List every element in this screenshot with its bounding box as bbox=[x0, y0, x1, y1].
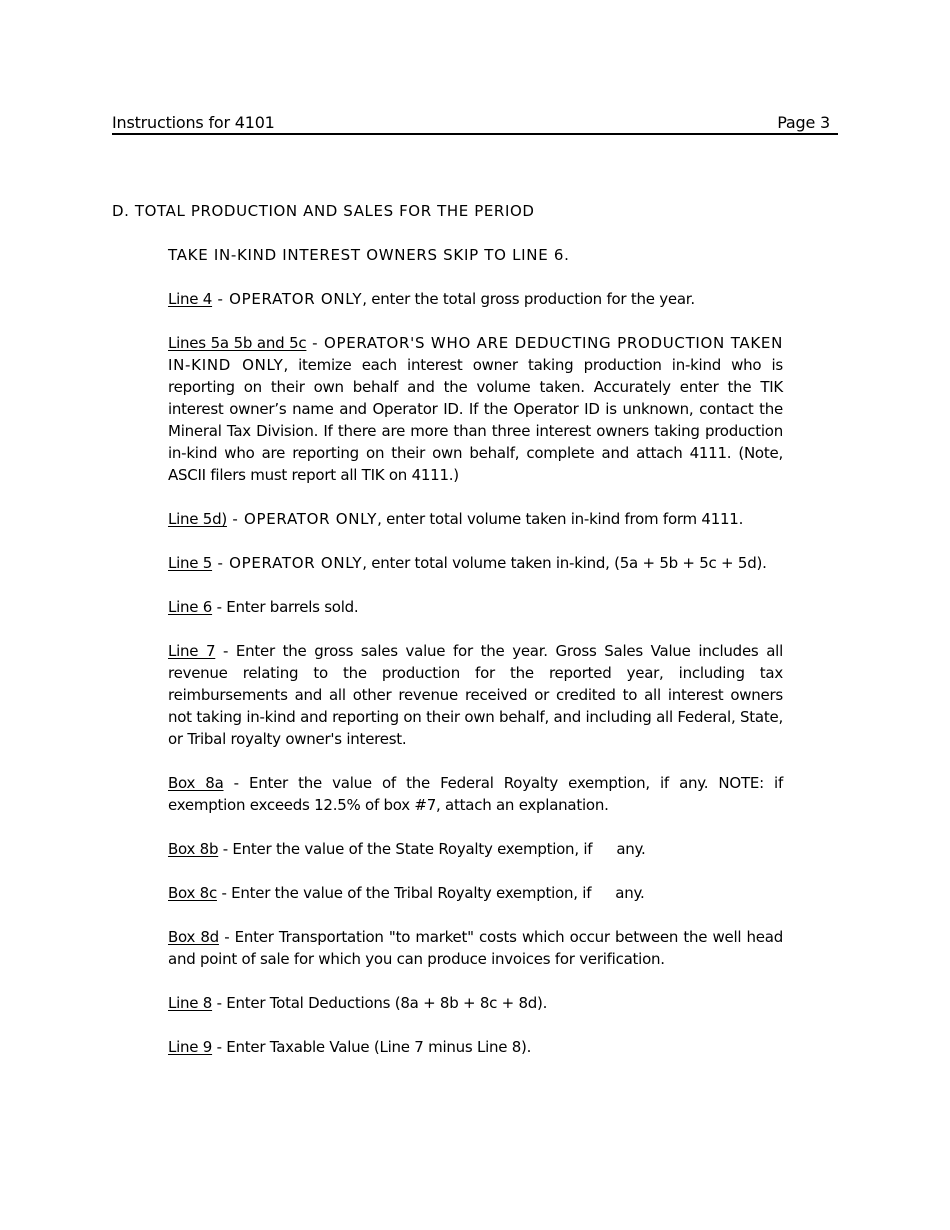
box-8d-label: Box 8d bbox=[168, 928, 219, 946]
line-9-instruction bbox=[168, 1036, 783, 1058]
line-8-label: Line 8 bbox=[168, 994, 213, 1012]
line-4-qualifier: - OPERATOR ONLY bbox=[212, 290, 363, 308]
box-8c-instruction bbox=[168, 882, 783, 904]
line-4-instruction bbox=[168, 288, 783, 310]
document-title: Instructions for 4101 bbox=[112, 113, 275, 132]
section-title: D. TOTAL PRODUCTION AND SALES FOR THE PERIOD bbox=[112, 202, 535, 220]
line-7-text: - Enter the gross sales value for the year. Gross Sales Value includes all revenue relating to the production for the reported year, including tax reimbursements and all other revenue received or credited to all interest owners not taking in-kind and reporting on their own behalf, and including all Federal, State, or Tribal royalty owner's interest. bbox=[168, 642, 783, 748]
line-5-text: , enter total volume taken in-kind, (5a + 5b + 5c + 5d). bbox=[362, 554, 767, 572]
line-4-text: , enter the total gross production for the year. bbox=[362, 290, 695, 308]
line-9-label: Line 9 bbox=[168, 1038, 213, 1056]
box-8a-instruction bbox=[168, 772, 783, 816]
page-number: Page 3 bbox=[777, 113, 830, 132]
line-5-label: Line 5 bbox=[168, 554, 213, 572]
line-5d-text: , enter total volume taken in-kind from form 4111. bbox=[377, 510, 744, 528]
box-8b-tail: any. bbox=[616, 840, 646, 858]
line-6-label: Line 6 bbox=[168, 598, 213, 616]
box-8c-label: Box 8c bbox=[168, 884, 217, 902]
box-8a-label: Box 8a bbox=[168, 774, 224, 792]
line-7-instruction bbox=[168, 640, 783, 750]
box-8b-text: - Enter the value of the State Royalty exemption, if bbox=[218, 840, 593, 858]
line-5d-label: Line 5d) bbox=[168, 510, 227, 528]
line-9-text: - Enter Taxable Value (Line 7 minus Line 8). bbox=[212, 1038, 532, 1056]
box-8d-text: - Enter Transportation "to market" costs which occur between the well head and point of sale for which you can produce invoices for verification. bbox=[168, 928, 784, 968]
box-8d-instruction bbox=[168, 926, 783, 970]
lines-5abc-instruction bbox=[168, 332, 783, 486]
box-8a-text: - Enter the value of the Federal Royalty exemption, if any. NOTE: if exemption exceeds 12.5% of box #7, attach an explanation. bbox=[168, 774, 783, 814]
line-5d-instruction bbox=[168, 508, 783, 530]
line-6-text: - Enter barrels sold. bbox=[212, 598, 359, 616]
line-5-qualifier: - OPERATOR ONLY bbox=[212, 554, 363, 572]
lines-5abc-label: Lines 5a 5b and 5c bbox=[168, 334, 307, 352]
page-header bbox=[112, 112, 838, 135]
box-8b-label: Box 8b bbox=[168, 840, 219, 858]
line-8-instruction bbox=[168, 992, 783, 1014]
line-5-instruction bbox=[168, 552, 783, 574]
lines-5abc-qualifier: - OPERATOR'S WHO ARE DEDUCTING PRODUCTION TAKEN IN-KIND ONLY bbox=[168, 334, 783, 374]
line-7-label: Line 7 bbox=[168, 642, 216, 660]
box-8c-tail: any. bbox=[615, 884, 645, 902]
line-4-label: Line 4 bbox=[168, 290, 213, 308]
instructions-body bbox=[168, 244, 783, 1080]
tik-skip-note: TAKE IN-KIND INTEREST OWNERS SKIP TO LINE 6. bbox=[168, 246, 570, 264]
line-8-text: - Enter Total Deductions (8a + 8b + 8c + 8d). bbox=[212, 994, 548, 1012]
box-8c-text: - Enter the value of the Tribal Royalty exemption, if bbox=[216, 884, 592, 902]
lines-5abc-text: , itemize each interest owner taking production in-kind who is reporting on their own behalf and the volume taken. Accurately enter the TIK interest owner’s name and Operator ID. If the Operator ID is unknown, contact the Mineral Tax Division. If there are more than three interest owners taking production in-kind who are reporting on their own behalf, complete and attach 4111. (Note, ASCII filers must report all TIK on 4111.) bbox=[168, 356, 784, 484]
box-8b-instruction bbox=[168, 838, 783, 860]
line-5d-qualifier: - OPERATOR ONLY bbox=[226, 510, 378, 528]
line-6-instruction bbox=[168, 596, 783, 618]
